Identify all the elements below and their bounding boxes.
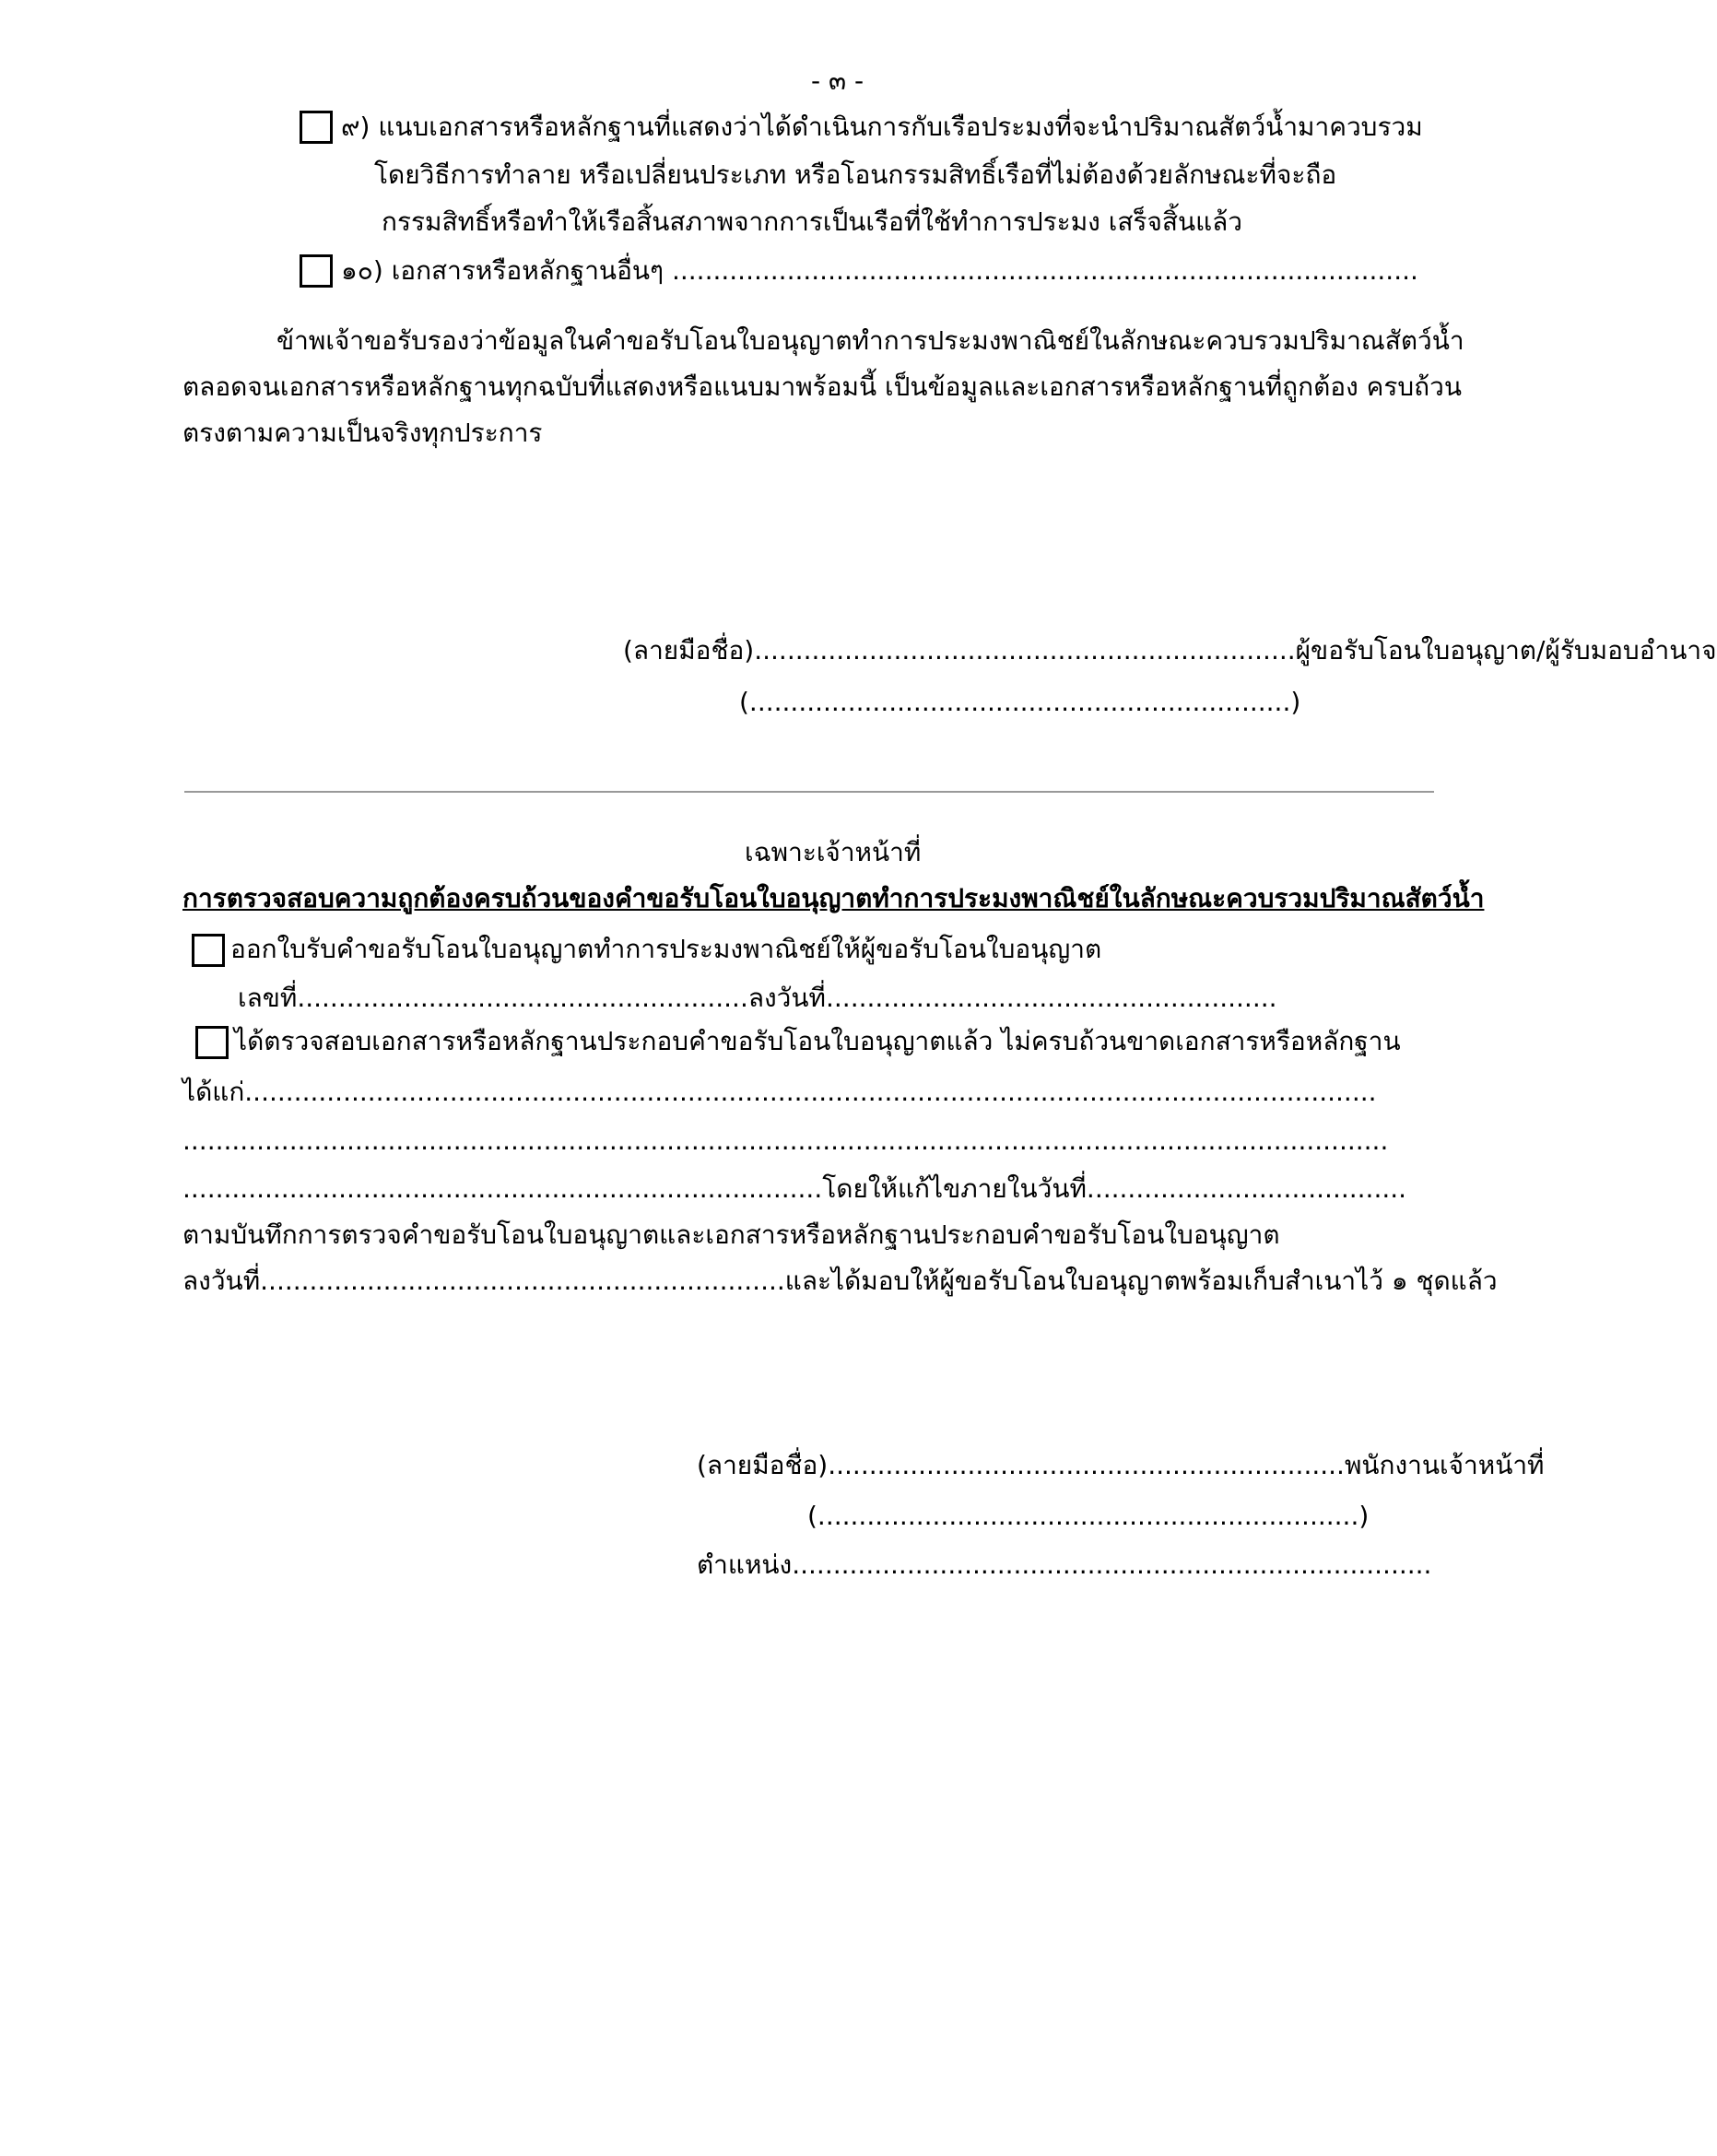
applicant-name-line: (..................................................................) xyxy=(739,687,1301,717)
item10-checkbox[interactable] xyxy=(300,254,333,288)
incomplete-documents-checkbox[interactable] xyxy=(195,1026,229,1059)
fix-deadline-line: ..............................................................................โดยให้แก้ไขภายในวันที่....................................... xyxy=(182,1173,1407,1204)
section-divider xyxy=(184,791,1434,793)
inspection-record-line2: ลงวันที่................................................................และได้มอบให้ผู้ขอรับโอนใบอนุญาตพร้อมเก็บสำเนาไว้ ๑ ชุดแล้ว xyxy=(182,1266,1498,1296)
missing-documents-line1: ได้แก่.......................................................................................................................................... xyxy=(182,1077,1377,1107)
officer-signature-line: (ลายมือชื่อ)...............................................................พนักงานเจ้าหน้าที่ xyxy=(697,1450,1545,1480)
missing-documents-line2: ................................................................................................................................................... xyxy=(182,1125,1389,1156)
issue-receipt-checkbox[interactable] xyxy=(192,934,225,967)
issue-receipt-text: ออกใบรับคำขอรับโอนใบอนุญาตทำการประมงพาณิชย์ให้ผู้ขอรับโอนใบอนุญาต xyxy=(230,934,1102,964)
incomplete-documents-text: ได้ตรวจสอบเอกสารหรือหลักฐานประกอบคำขอรับโอนใบอนุญาตแล้ว ไม่ครบถ้วนขาดเอกสารหรือหลักฐาน xyxy=(234,1026,1401,1056)
certification-line3: ตรงตามความเป็นจริงทุกประการ xyxy=(182,418,543,448)
item9-text-line2: โดยวิธีการทำลาย หรือเปลี่ยนประเภท หรือโอนกรรมสิทธิ์เรือที่ไม่ต้องด้วยลักษณะที่จะถือ xyxy=(374,159,1337,190)
item9-text-line3: กรรมสิทธิ์หรือทำให้เรือสิ้นสภาพจากการเป็นเรือที่ใช้ทำการประมง เสร็จสิ้นแล้ว xyxy=(382,206,1243,237)
item9-checkbox[interactable] xyxy=(300,111,333,144)
officer-name-line: (..................................................................) xyxy=(807,1501,1370,1531)
officer-section-title: การตรวจสอบความถูกต้องครบถ้วนของคำขอรับโอนใบอนุญาตทำการประมงพาณิชย์ในลักษณะควบรวมปริมาณสัตว์น้ำ xyxy=(182,883,1485,913)
page-number: - ๓ - xyxy=(811,65,864,96)
receipt-number-date-line: เลขที่.......................................................ลงวันที่....................................................... xyxy=(238,983,1277,1013)
applicant-signature-line: (ลายมือชื่อ)..................................................................ผู้ขอรับโอนใบอนุญาต/ผู้รับมอบอำนาจ xyxy=(623,635,1717,666)
inspection-record-line1: ตามบันทึกการตรวจคำขอรับโอนใบอนุญาตและเอกสารหรือหลักฐานประกอบคำขอรับโอนใบอนุญาต xyxy=(182,1219,1280,1250)
certification-line2: ตลอดจนเอกสารหรือหลักฐานทุกฉบับที่แสดงหรือแนบมาพร้อมนี้ เป็นข้อมูลและเอกสารหรือหลักฐานที่ถูกต้อง ครบถ้วน xyxy=(182,371,1462,402)
item10-text: ๑๐) เอกสารหรือหลักฐานอื่นๆ ........................................................................................... xyxy=(341,255,1418,286)
certification-line1: ข้าพเจ้าขอรับรองว่าข้อมูลในคำขอรับโอนใบอนุญาตทำการประมงพาณิชย์ในลักษณะควบรวมปริมาณสัตว์น้ำ xyxy=(276,325,1464,356)
item9-text-line1: ๙) แนบเอกสารหรือหลักฐานที่แสดงว่าได้ดำเนินการกับเรือประมงที่จะนำปริมาณสัตว์น้ำมาควบรวม xyxy=(341,112,1423,142)
officer-section-heading: เฉพาะเจ้าหน้าที่ xyxy=(745,837,922,867)
officer-position-line: ตำแหน่ง.............................................................................. xyxy=(697,1549,1432,1580)
